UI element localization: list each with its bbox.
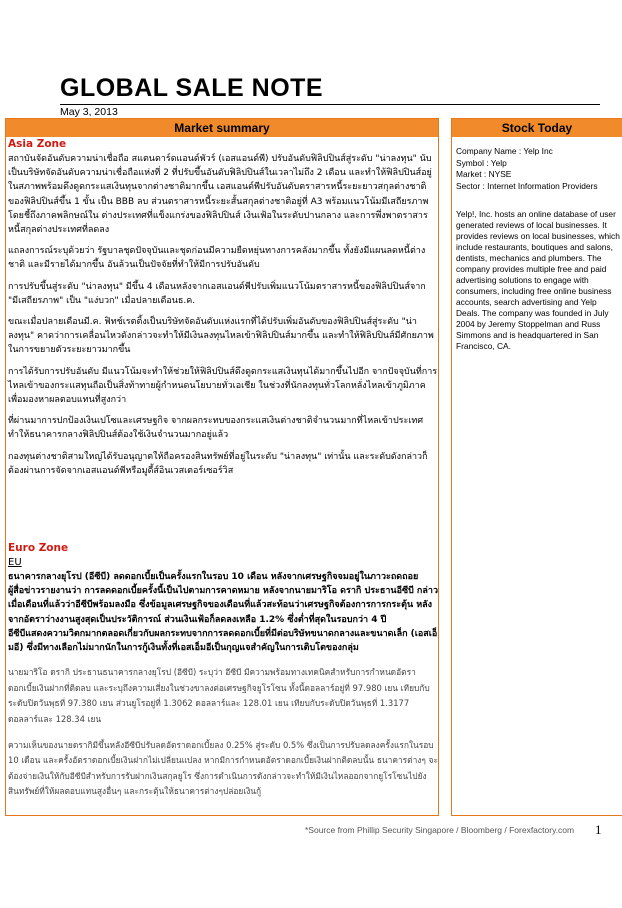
stock-market: Market : NYSE	[456, 169, 512, 179]
asia-paragraph: กองทุนต่างชาติสามใหญ่ได้รับอนุญาตให้ถือครองสินทรัพย์ที่อยู่ในระดับ "น่าลงทุน" เท่านั้น และระดับดังกล่าวก็ต้องผ่านการจัดจากเอสแอนด์พีหรือมูดี้ส์อินเวสเตอร์เซอร์วิส	[8, 451, 428, 476]
stock-symbol: Symbol : Yelp	[456, 157, 507, 168]
eu-sub-label: EU	[8, 557, 22, 569]
stock-today-heading: Stock Today	[452, 119, 622, 137]
source-note: *Source from Phillip Security Singapore / Bloomberg / Forexfactory.com	[305, 825, 575, 835]
asia-paragraph: การปรับขึ้นสู่ระดับ "น่าลงทุน" มีขึ้น 4 เดือนหลังจากเอสแอนด์พีปรับเพิ่มแนวโน้มตราสารหนี้ของฟิลิปปินส์จาก "มีเสถียรภาพ" เป็น "แง่บวก" เมื่อปลายเดือนธ.ค.	[8, 281, 426, 306]
section-spacer	[8, 485, 438, 541]
euro-bold-paragraph: ผู้สื่อข่าวรายงานว่า การลดดอกเบี้ยครั้งนี้เป็นไปตามการคาดหมาย หลังจากนายมาริโอ ดรากิ ประธานอีซีบี กล่าวเมื่อเดือนที่แล้วว่าอีซีบีพร้อมลงมือ ซึ่งข้อมูลเศรษฐกิจของเดือนที่แล้วสะท้อนว่าเศรษฐกิจต้องการการกระตุ้น หลังจากอัตราว่างงานสูงสุดเป็นประวัติการณ์ ส่วนเงินเฟ้อก็ลดลงเหลือ 1.2% ซึ่งต่ำที่สุดในรอบกว่า 4 ปี	[8, 586, 439, 625]
euro-paragraph: ความเห็นของนายดรากิมีขึ้นหลังอีซีบีปรับลดอัตราดอกเบี้ยลง 0.25% สู่ระดับ 0.5% ซึ่งเป็นการปรับลดลงครั้งแรกในรอบ 10 เดือน และครั้งอัตราดอกเบี้ยเงินฝากไม่เปลี่ยนแปลง หากมีการกำหนดอัตราดอกเบี้ยเงินฝากติดลบนั้น ธนาคารต่างๆ จะต้องจ่ายเงินให้กับอีซีบีสำหรับการรับฝากเงินสกุลยูโร ซึ่งการดำเนินการดังกล่าวจะทำให้มีเงินไหลออกจากยูโรโซนไปยังสินทรัพย์ที่ให้ผลตอบแทนสูงอื่นๆ และกระตุ้นให้ธนาคารต่างๆปล่อยเงินกู้	[8, 739, 438, 797]
market-summary-body	[6, 137, 438, 800]
euro-headline: ธนาคารกลางยุโรป (อีซีบี) ลดดอกเบี้ยเป็นครั้งแรกในรอบ 10 เดือน หลังจากเศรษฐกิจจมอยู่ในภาวะถดถอย	[8, 572, 419, 583]
stock-description: Yelp!, Inc. hosts an online database of user generated reviews of local businesses. It provides reviews on local businesses, which include restaurants, boutiques and salons, dentists, mechanics and plumbers. The company provides multiple free and paid advertising solutions to engage with consumers, including free online business accounts, search advertising and Yelp Deals. The company was founded in July 2004 by Jeremy Stoppelman and Russ Simmons and is headquartered in San Francisco, CA.	[456, 209, 620, 351]
stock-info	[452, 137, 622, 192]
document-title: GLOBAL SALE NOTE	[60, 74, 324, 102]
asia-paragraph: สถาบันจัดอันดับความน่าเชื่อถือ สแตนดาร์ดแอนด์พัวร์ (เอสแอนด์พี) ปรับอันดับฟิลิปปินส์สู่ระดับ "น่าลงทุน" นับเป็นบริษัทจัดอันดับความน่าเชื่อถือแห่งที่ 2 ที่ปรับขึ้นอันดับฟิลิปปินส์ในเวลาไม่ถึง 2 เดือน และทำให้ฟิลิปปินส์อยู่ในสภาพพร้อมดึงดูดกระแสเงินทุนจากต่างชาติมากขึ้น เอสแอนด์พีปรับอันดับตราสารหนี้ระยะยาวสกุลต่างชาติของฟิลิปปินส์ขึ้น 1 ขั้น เป็น BBB ลบ ส่วนตราสารหนี้ระยะสั้นสกุลต่างชาติอยู่ที่ A3 พร้อมแนวโน้มมีเสถียรภาพ โดยชี้ถึงภาคพลิกษณ์ใน ต่างประเทศที่แข็งแกร่งของฟิลิปปินส์ เงินเฟ้อในระดับปานกลาง และการพึ่งพาตราสารหนี้สกุลต่างประเทศที่ลดลง	[8, 154, 432, 236]
stock-sector: Sector : Internet Information Providers	[456, 180, 598, 191]
market-summary-heading: Market summary	[6, 119, 438, 137]
asia-paragraph: การได้รับการปรับอันดับ มีแนวโน้มจะทำให้ช่วยให้ฟิลิปปินส์ดึงดูดกระแสเงินทุนได้มากขึ้นไปอีก จากปัจจุบันที่การไหลเข้าของกระแสทุนถือเป็นสิ่งท้าทายผู้กำหนดนโยบายทั่วเอเชีย ในช่วงที่นักลงทุนทั่วโลกหลั่งไหลเข้าภูมิภาคเพื่อมองหาผลตอบแทนที่สูงกว่า	[8, 366, 438, 406]
market-summary-panel	[5, 118, 439, 816]
stock-company-name: Company Name : Yelp Inc	[456, 146, 553, 156]
euro-paragraph: นายมาริโอ ดรากิ ประธานธนาคารกลางยุโรป (อีซีบี) ระบุว่า อีซีบี มีความพร้อมทางเทคนิคสำหรับการกำหนดอัตราดอกเบี้ยเงินฝากที่ติดลบ และระบุถึงความเสี่ยงในช่วงขาลงต่อเศรษฐกิจยูโรโซน ทั้งนี้ดอลลาร์อยู่ที่ 97.980 เยน เทียบกับระดับปิดวันพุธที่ 97.380 เยน ส่วนยูโรอยู่ที่ 1.3062 ดอลลาร์และ 128.01 เยน เทียบกับระดับปิดวันพุธที่ 1.3177 ดอลลาร์และ 128.34 เยน	[8, 667, 430, 725]
page-number: 1	[595, 822, 602, 837]
euro-bold-paragraph: อีซีบีแสดงความวิตกมากตลอดเกี่ยวกับผลกระทบจากการลดดอกเบี้ยที่มีต่อบริษัทขนาดกลางและขนาดเล็ก (เอสเอ็มอี) ซึ่งมีทางเลือกไม่มากนักในการกู้เงินทั้งที่เอสเอ็มอีเป็นกุญแจสำคัญในการเติบโตของกลุ่ม	[8, 628, 438, 654]
asia-paragraph: แถลงการณ์ระบุด้วยว่า รัฐบาลชุดปัจจุบันและชุดก่อนมีความยืดหยุ่นทางการคลังมากขึ้น ทั้งยังมีแผนลดหนี้ต่างชาติ และมีรายได้มากขึ้น อันล้วนเป็นปัจจัยที่ทำให้มีการปรับอันดับ	[8, 246, 426, 271]
asia-paragraph: ขณะเมื่อปลายเดือนมี.ค. ฟิทช์เรตติ้งเป็นบริษัทจัดอันดับแห่งแรกที่ได้ปรับเพิ่มอันดับของฟิลิปปินส์สู่ระดับ "น่าลงทุน" คาดว่าการเคลื่อนไหวดังกล่าวจะทำให้มีเงินลงทุนไหลเข้าฟิลิปปินส์มากขึ้น และทำให้ฟิลิปปินส์มีศักยภาพในการขยายตัวระยะยาวมากขึ้น	[8, 317, 434, 356]
stock-today-panel	[451, 118, 622, 816]
asia-zone-label: Asia Zone	[8, 138, 67, 150]
title-divider	[60, 104, 600, 105]
asia-paragraph: ที่ผ่านมาการปกป้องเงินเปโซและเศรษฐกิจ จากผลกระทบของกระแสเงินต่างชาติจำนวนมากที่ไหลเข้าประเทศ ทำให้ธนาคารกลางฟิลิปปินส์ต้องใช้เงินจำนวนมากอยู่แล้ว	[8, 416, 424, 441]
document-date: May 3, 2013	[60, 106, 118, 118]
euro-zone-label: Euro Zone	[8, 542, 69, 555]
